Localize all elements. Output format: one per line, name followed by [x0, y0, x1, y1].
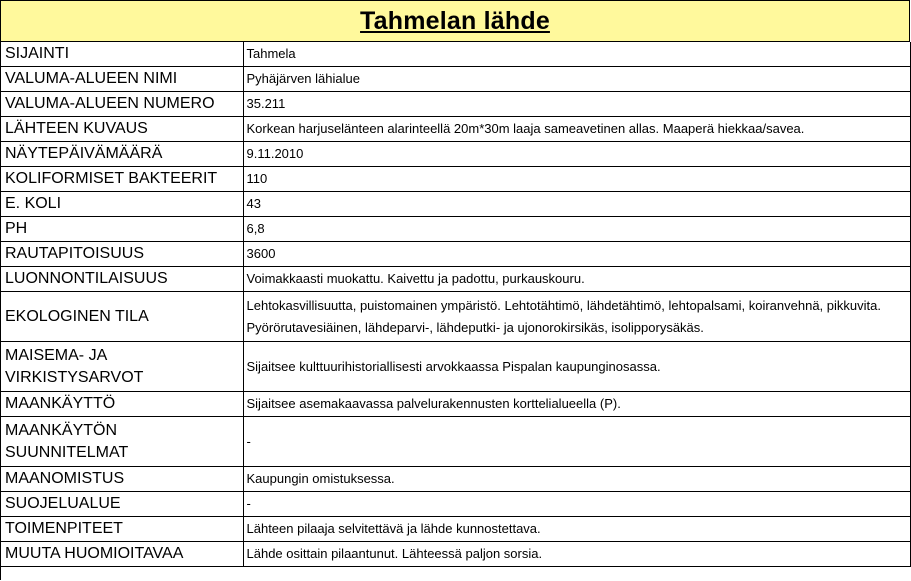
row-value: Lehtokasvillisuutta, puistomainen ympäristö. Lehtotähtimö, lähdetähtimö, lehtopalsami, koiranvehnä, pikkuvita. Pyörörutavesiäinen, lähdeparvi-, lähdeputki- ja ujonorokirsikäs, isolipporysäkäs.: [243, 292, 910, 342]
row-label: MAANKÄYTTÖ: [1, 392, 243, 417]
table-row: [1, 292, 910, 342]
row-label: MAANKÄYTÖN SUUNNITELMAT: [1, 417, 243, 467]
page-title: Tahmelan lähde: [360, 6, 550, 35]
row-value: Voimakkaasti muokattu. Kaivettu ja padottu, purkauskouru.: [243, 267, 910, 292]
info-table: [1, 42, 911, 567]
row-value: Korkean harjuselänteen alarinteellä 20m*30m laaja sameavetinen allas. Maaperä hiekkaa/savea.: [243, 117, 910, 142]
row-label: KOLIFORMISET BAKTEERIT: [1, 167, 243, 192]
row-label: E. KOLI: [1, 192, 243, 217]
table-row: [1, 267, 910, 292]
row-value: 3600: [243, 242, 910, 267]
table-row: [1, 467, 910, 492]
table-row: [1, 392, 910, 417]
row-label: TOIMENPITEET: [1, 517, 243, 542]
row-value: Pyhäjärven lähialue: [243, 67, 910, 92]
row-label: LUONNONTILAISUUS: [1, 267, 243, 292]
table-row: [1, 42, 910, 67]
table-row: [1, 242, 910, 267]
row-value: Lähde osittain pilaantunut. Lähteessä paljon sorsia.: [243, 542, 910, 567]
table-row: [1, 217, 910, 242]
row-value: -: [243, 492, 910, 517]
row-label: NÄYTEPÄIVÄMÄÄRÄ: [1, 142, 243, 167]
table-row: [1, 492, 910, 517]
row-label: SUOJELUALUE: [1, 492, 243, 517]
row-label: VALUMA-ALUEEN NUMERO: [1, 92, 243, 117]
row-value: Lähteen pilaaja selvitettävä ja lähde kunnostettava.: [243, 517, 910, 542]
row-value: 6,8: [243, 217, 910, 242]
row-label: MUUTA HUOMIOITAVAA: [1, 542, 243, 567]
row-label: PH: [1, 217, 243, 242]
row-label: MAISEMA- JA VIRKISTYSARVOT: [1, 342, 243, 392]
row-label: EKOLOGINEN TILA: [1, 292, 243, 342]
table-row: [1, 142, 910, 167]
table-row: [1, 542, 910, 567]
row-value: -: [243, 417, 910, 467]
row-value: 43: [243, 192, 910, 217]
table-row: [1, 92, 910, 117]
row-label: MAANOMISTUS: [1, 467, 243, 492]
row-value: 110: [243, 167, 910, 192]
row-value: 9.11.2010: [243, 142, 910, 167]
table-row: [1, 517, 910, 542]
row-value: 35.211: [243, 92, 910, 117]
row-label: RAUTAPITOISUUS: [1, 242, 243, 267]
row-label: LÄHTEEN KUVAUS: [1, 117, 243, 142]
row-value: Kaupungin omistuksessa.: [243, 467, 910, 492]
table-row: [1, 192, 910, 217]
row-label: SIJAINTI: [1, 42, 243, 67]
table-row: [1, 417, 910, 467]
table-row: [1, 117, 910, 142]
row-value: Sijaitsee asemakaavassa palvelurakennusten korttelialueella (P).: [243, 392, 910, 417]
row-value: Tahmela: [243, 42, 910, 67]
title-row: [1, 1, 910, 42]
row-label: VALUMA-ALUEEN NIMI: [1, 67, 243, 92]
table-row: [1, 67, 910, 92]
table-row: [1, 167, 910, 192]
row-value: Sijaitsee kulttuurihistoriallisesti arvokkaassa Pispalan kaupunginosassa.: [243, 342, 910, 392]
table-row: [1, 342, 910, 392]
